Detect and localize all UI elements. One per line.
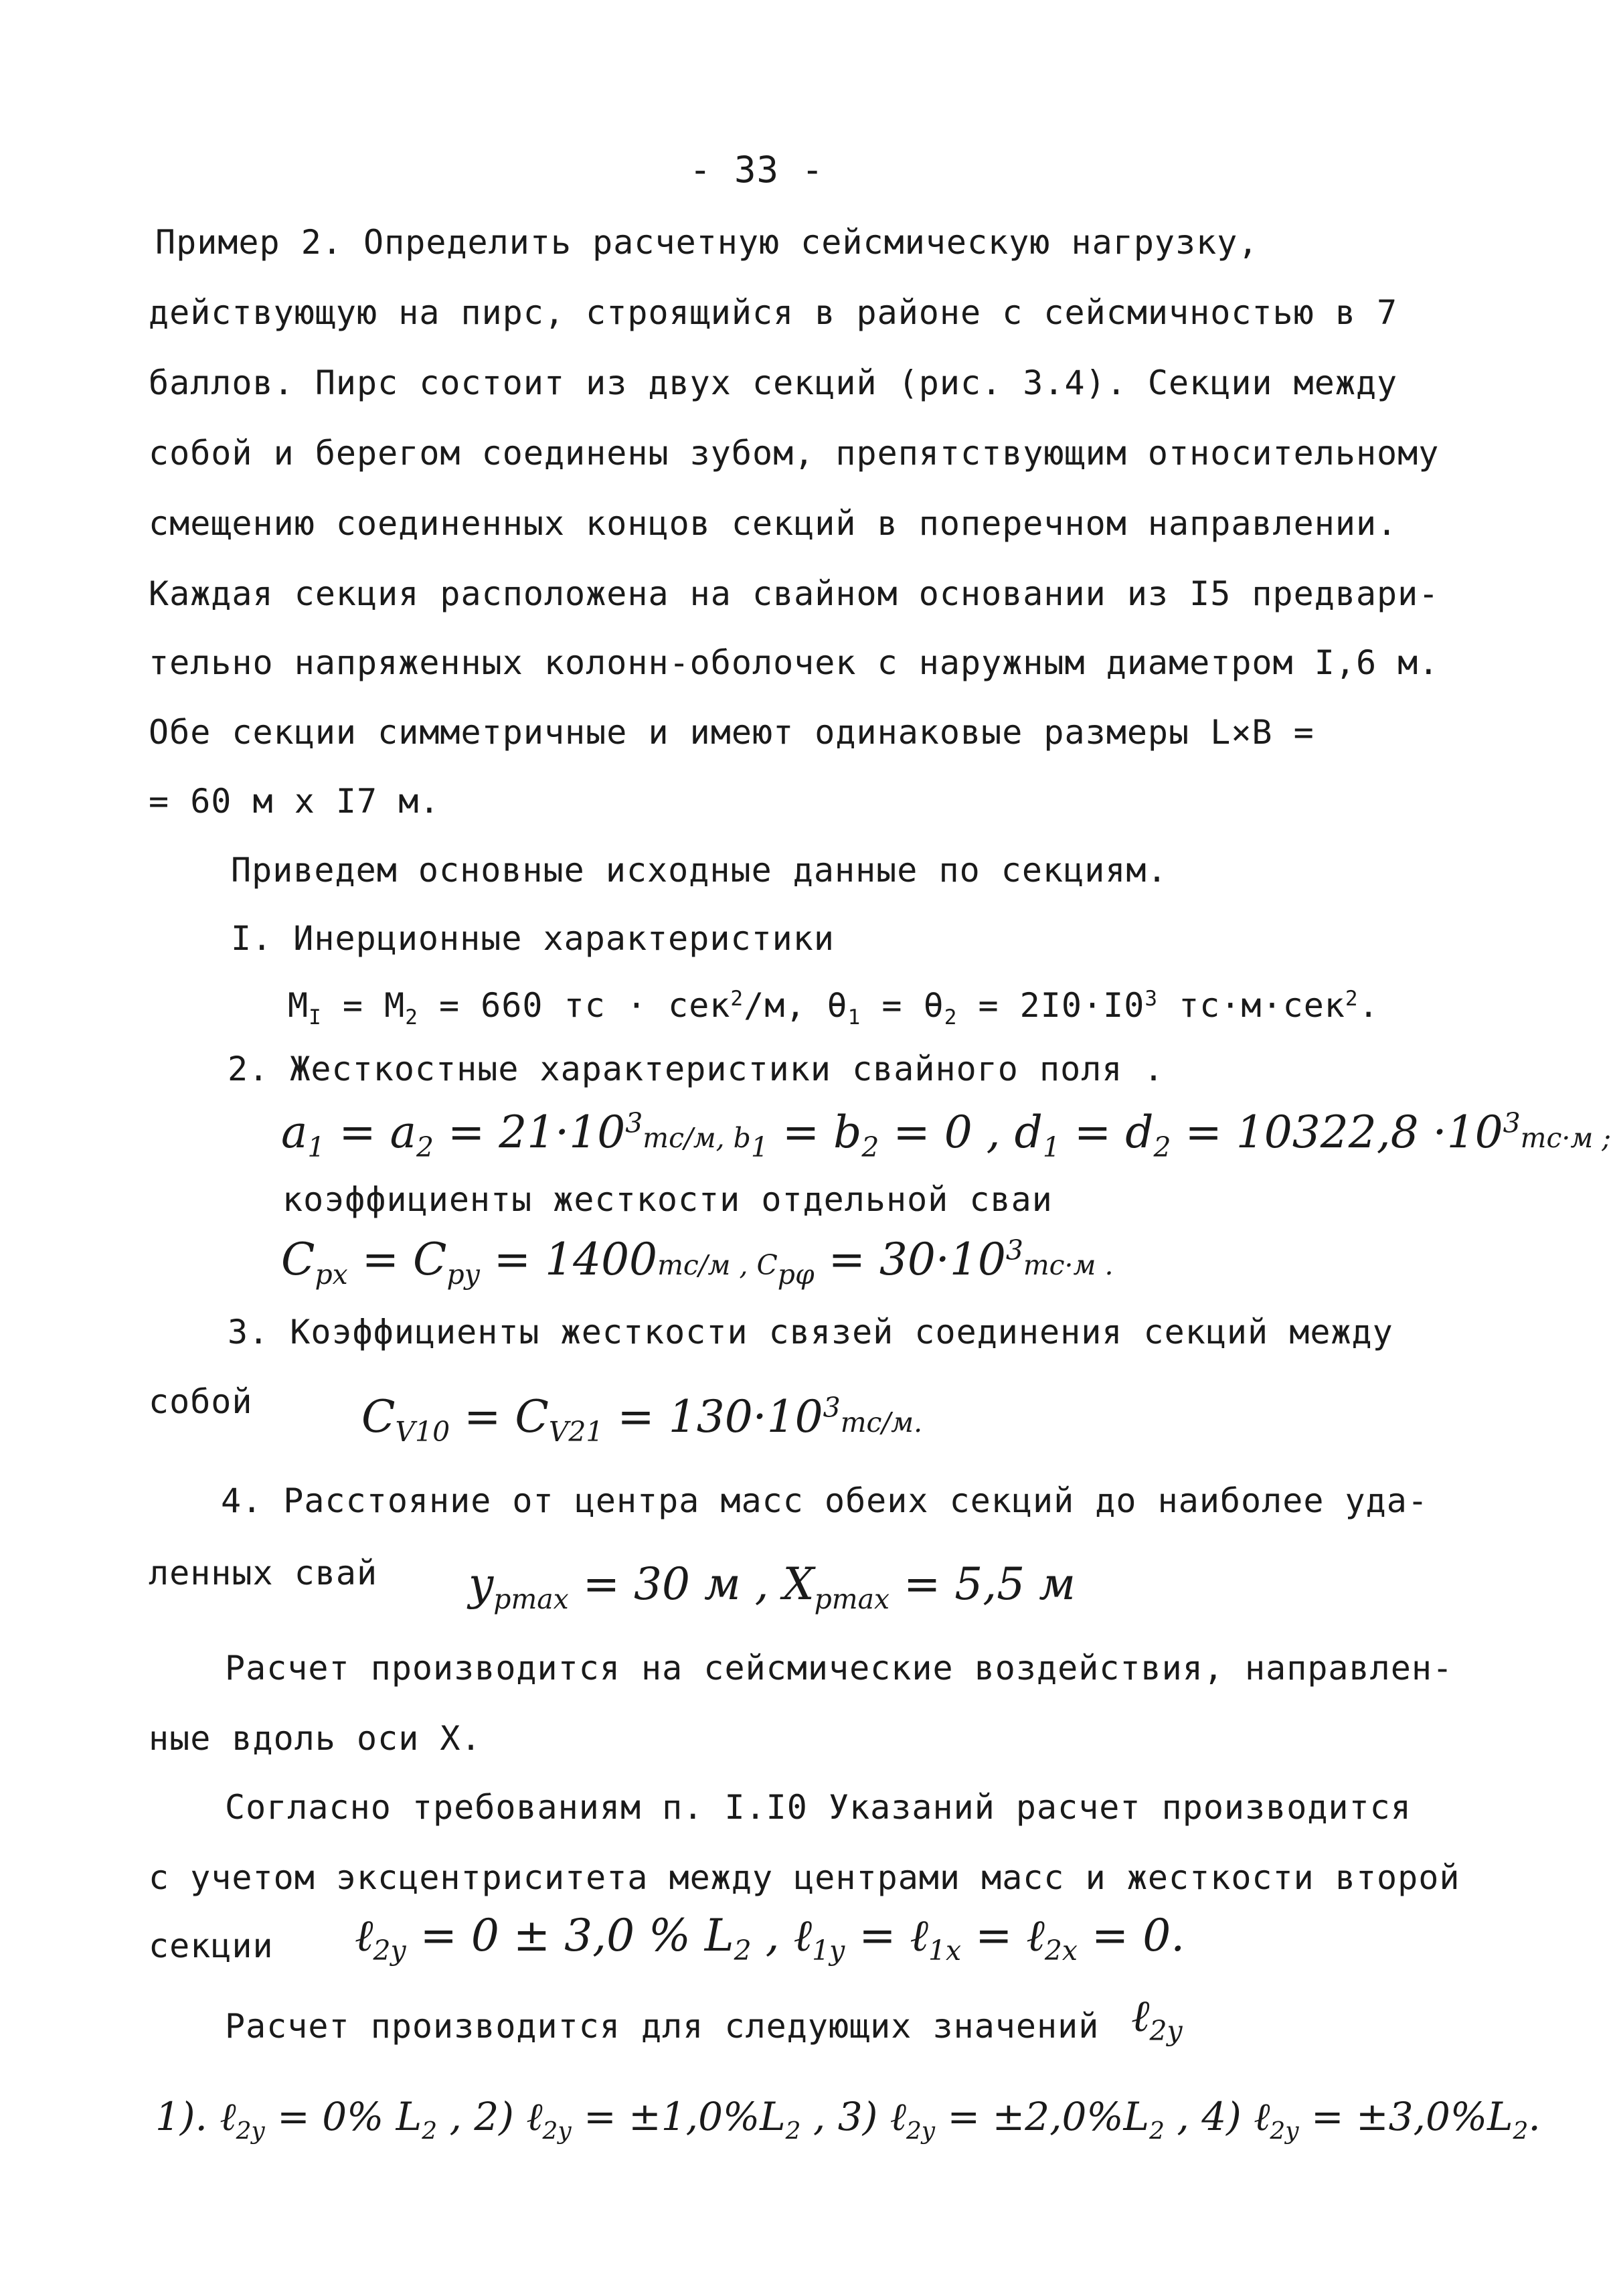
formula-connection-stiffness: $C_{V10} = C_{V21} = 130\cdot 10^3тс/м$. (361, 1391, 923, 1449)
paragraph-line: Расчет производится для следующих значений (225, 2007, 1100, 2046)
item-3-heading: 3. Коэффициенты жесткости связей соединения секций между (228, 1313, 1393, 1351)
text-line: Каждая секция расположена на свайном основании из I5 предвари- (149, 574, 1440, 613)
item-2-heading: 2. Жесткостные характеристики свайного поля . (228, 1050, 1165, 1088)
page-number: - 33 - (689, 149, 825, 191)
paragraph-line: секции (149, 1926, 274, 1965)
text-line: собой и берегом соединены зубом, препятствующим относительному (149, 434, 1440, 473)
paragraph-line: ные вдоль оси X. (149, 1719, 482, 1758)
item-4-heading: 4. Расстояние от центра масс обеих секций до наиболее уда- (221, 1481, 1428, 1520)
text-line: = 60 м х I7 м. (149, 782, 440, 821)
text-line: Пример 2. Определить расчетную сейсмическую нагрузку, (155, 223, 1259, 262)
text-line: баллов. Пирс состоит из двух секций (рис. 3.4). Секции между (149, 363, 1398, 402)
paragraph-line: с учетом эксцентриситета между центрами масс и жесткости второй (149, 1858, 1460, 1897)
formula-single-pile-stiffness: $C_{px} = C_{py} = 1400тс/м$ , $C_{p\varphi} = 30\cdot 10^3тс\cdot м$ . (281, 1234, 1114, 1291)
formula-eccentricity: ℓ$_{2y}$ = 0 ± 3,0 % $L_2$ , ℓ$_{1y}$ = ℓ$_{1x}$ = ℓ$_{2x}$ = 0. (355, 1910, 1185, 1967)
formula-value-list: 1). ℓ$_{2y}$ = 0% $L_2$ , 2) ℓ$_{2y}$ = $\pm 1,0\%L_2$ , 3) ℓ$_{2y}$ = $\pm 2,0\%L_2$ , 4) ℓ$_{2y}$ = $\pm 3,0\%L_2$. (155, 2094, 1541, 2145)
coefficient-label: коэффициенты жесткости отдельной сваи (282, 1180, 1053, 1219)
paragraph-line: Расчет производится на сейсмические воздействия, направлен- (225, 1649, 1454, 1688)
text-line: тельно напряженных колонн-оболочек с наружным диаметром I,6 м. (149, 643, 1440, 682)
formula-inertia: $M_I = M_2 = 660$ тс · сек$^2$/м, $\theta_1 = \theta_2 = 2I0\cdot I0^3$ тс·м·сек$^2$. (288, 986, 1379, 1030)
text-line: Обе секции симметричные и имеют одинаковые размеры L×B = (149, 713, 1315, 752)
text-line: смещению соединенных концов секций в поперечном направлении. (149, 504, 1398, 543)
formula-pile-distances: $y_{pmax} = 30$ м , $X_{pmax} = 5,5$ м (469, 1558, 1076, 1616)
text-line: действующую на пирс, строящийся в районе с сейсмичностью в 7 (149, 293, 1398, 332)
item-4-continuation: ленных свай (149, 1554, 378, 1592)
formula-variable: ℓ$_{2y}$ (1131, 1990, 1183, 2048)
paragraph-line: Согласно требованиям п. I.I0 Указаний расчет производится (225, 1788, 1412, 1827)
formula-pile-field-stiffness: $a_1 = a_2 = 21\cdot 10^3тс/м$, $b_1 = b_2 = 0$ , $d_1 = d_2 = 10322,8 \cdot 10^3тс\cdot м$ ; (281, 1106, 1611, 1164)
text-line: I. Инерционные характеристики (231, 919, 835, 958)
item-3-continuation: собой (149, 1382, 253, 1421)
text-line: Приведем основные исходные данные по секциям. (231, 851, 1168, 890)
